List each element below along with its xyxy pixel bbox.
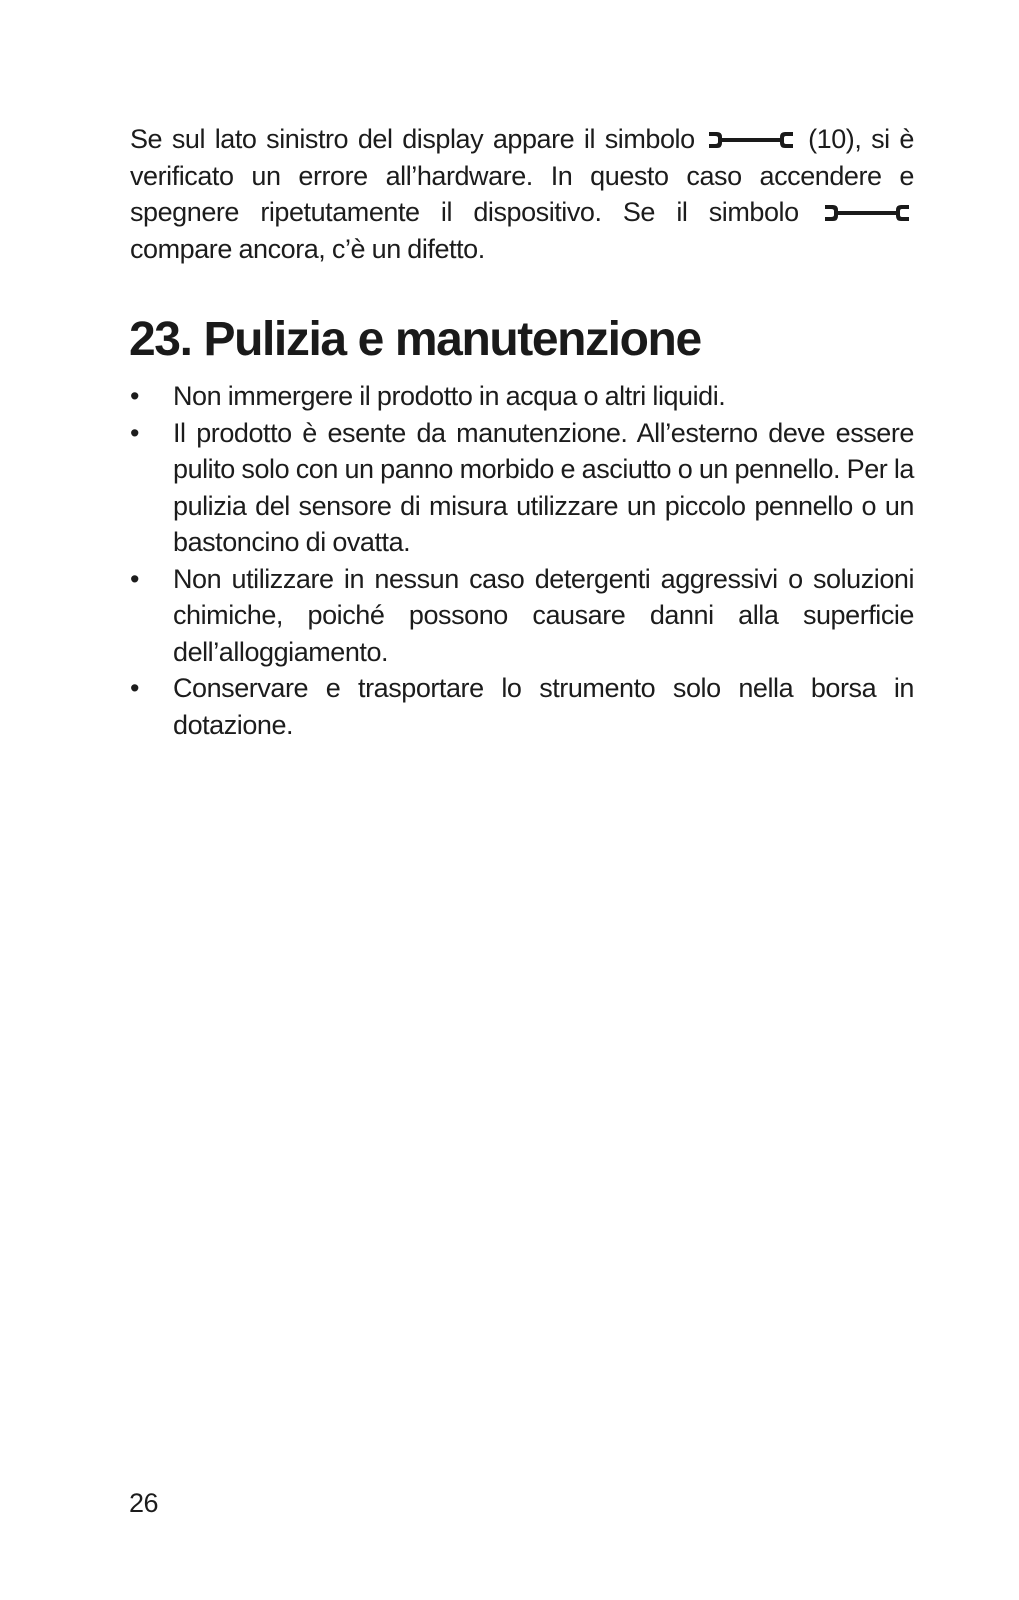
list-item-text: Il prodotto è esente da manutenzione. All’esterno deve essere pulito solo con un panno morbido e asciutto o un pennello. Per la pulizia del sensore di misura utilizzare un piccolo pennello o un bastoncino di ovatta. xyxy=(173,417,914,557)
intro-text-2: (10), si è verificato un errore all’hardware. In questo caso accendere e spegnere ripetutamente il dispositivo. Se il simbolo xyxy=(130,124,914,227)
list-item xyxy=(130,670,914,743)
list-item-text: Non immergere il prodotto in acqua o altri liquidi. xyxy=(173,381,726,411)
list-item xyxy=(130,415,914,561)
list-item-text: Non utilizzare in nessun caso detergenti aggressivi o soluzioni chimiche, poiché possono causare danni alla superficie dell’alloggiamento. xyxy=(173,563,914,667)
bullet-icon: • xyxy=(130,563,140,594)
section-heading: 23. Pulizia e manutenzione xyxy=(129,313,701,366)
intro-paragraph xyxy=(130,121,914,267)
intro-text-3: compare ancora, c’è un difetto. xyxy=(130,233,485,264)
bullet-icon: • xyxy=(130,673,140,703)
list-item-text: Conservare e trasportare lo strumento solo nella borsa in dotazione. xyxy=(173,673,914,740)
list-item xyxy=(130,561,914,671)
wrench-icon xyxy=(708,129,794,151)
bullet-icon: • xyxy=(130,381,140,411)
maintenance-list xyxy=(130,378,914,743)
wrench-icon xyxy=(824,202,910,224)
page-number: 26 xyxy=(129,1488,159,1518)
intro-text-1: Se sul lato sinistro del display appare il simbolo xyxy=(130,124,695,154)
list-item xyxy=(130,378,914,415)
bullet-icon: • xyxy=(130,417,140,448)
